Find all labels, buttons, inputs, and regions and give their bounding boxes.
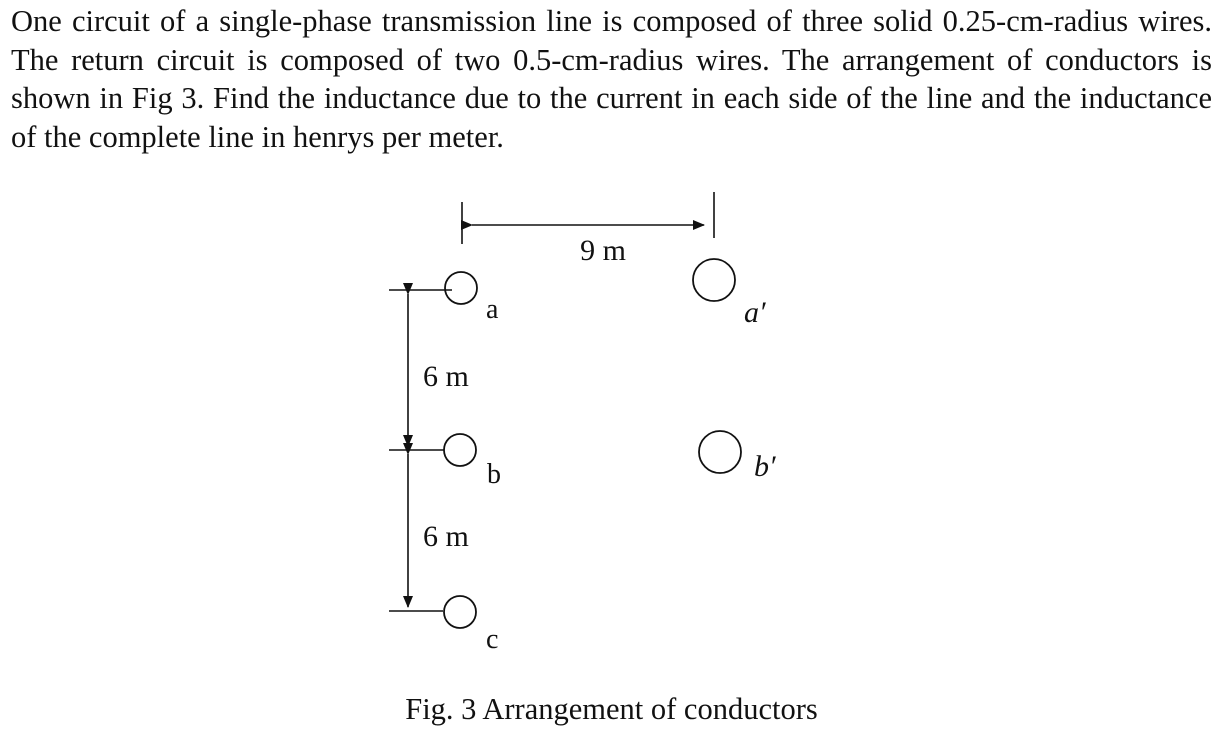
conductor-a-prime-circle bbox=[693, 259, 735, 301]
conductor-c bbox=[444, 596, 498, 655]
conductor-a-label: a bbox=[486, 294, 499, 325]
vertical-dimension bbox=[389, 290, 469, 611]
conductor-b-circle bbox=[444, 434, 476, 466]
conductor-b-prime-label: b′ bbox=[754, 450, 776, 483]
conductor-b-label: b bbox=[487, 459, 501, 490]
conductor-a-prime bbox=[693, 259, 766, 329]
conductor-b-prime bbox=[699, 431, 776, 483]
figure-caption: Fig. 3 Arrangement of conductors bbox=[405, 692, 818, 726]
conductor-a-prime-label: a′ bbox=[744, 296, 766, 329]
vertical-spacing-label-ab: 6 m bbox=[423, 360, 469, 393]
horizontal-spacing-label: 9 m bbox=[580, 234, 626, 267]
conductor-c-label: c bbox=[486, 624, 499, 655]
conductor-a bbox=[445, 272, 499, 325]
conductor-b-prime-circle bbox=[699, 431, 741, 473]
problem-statement: One circuit of a single-phase transmission line is composed of three solid 0.25-cm-radius wires. The return circuit is composed of two 0.5-cm-radius wires. The arrangement of conductors is shown in Fig 3. Find the inductance due to the current in each side of the line and the inductance of the complete line in henrys per meter. bbox=[11, 4, 1212, 154]
vertical-spacing-label-bc: 6 m bbox=[423, 520, 469, 553]
conductor-c-circle bbox=[444, 596, 476, 628]
horizontal-dimension bbox=[462, 192, 714, 267]
conductor-a-circle bbox=[445, 272, 477, 304]
conductor-b bbox=[444, 434, 501, 490]
